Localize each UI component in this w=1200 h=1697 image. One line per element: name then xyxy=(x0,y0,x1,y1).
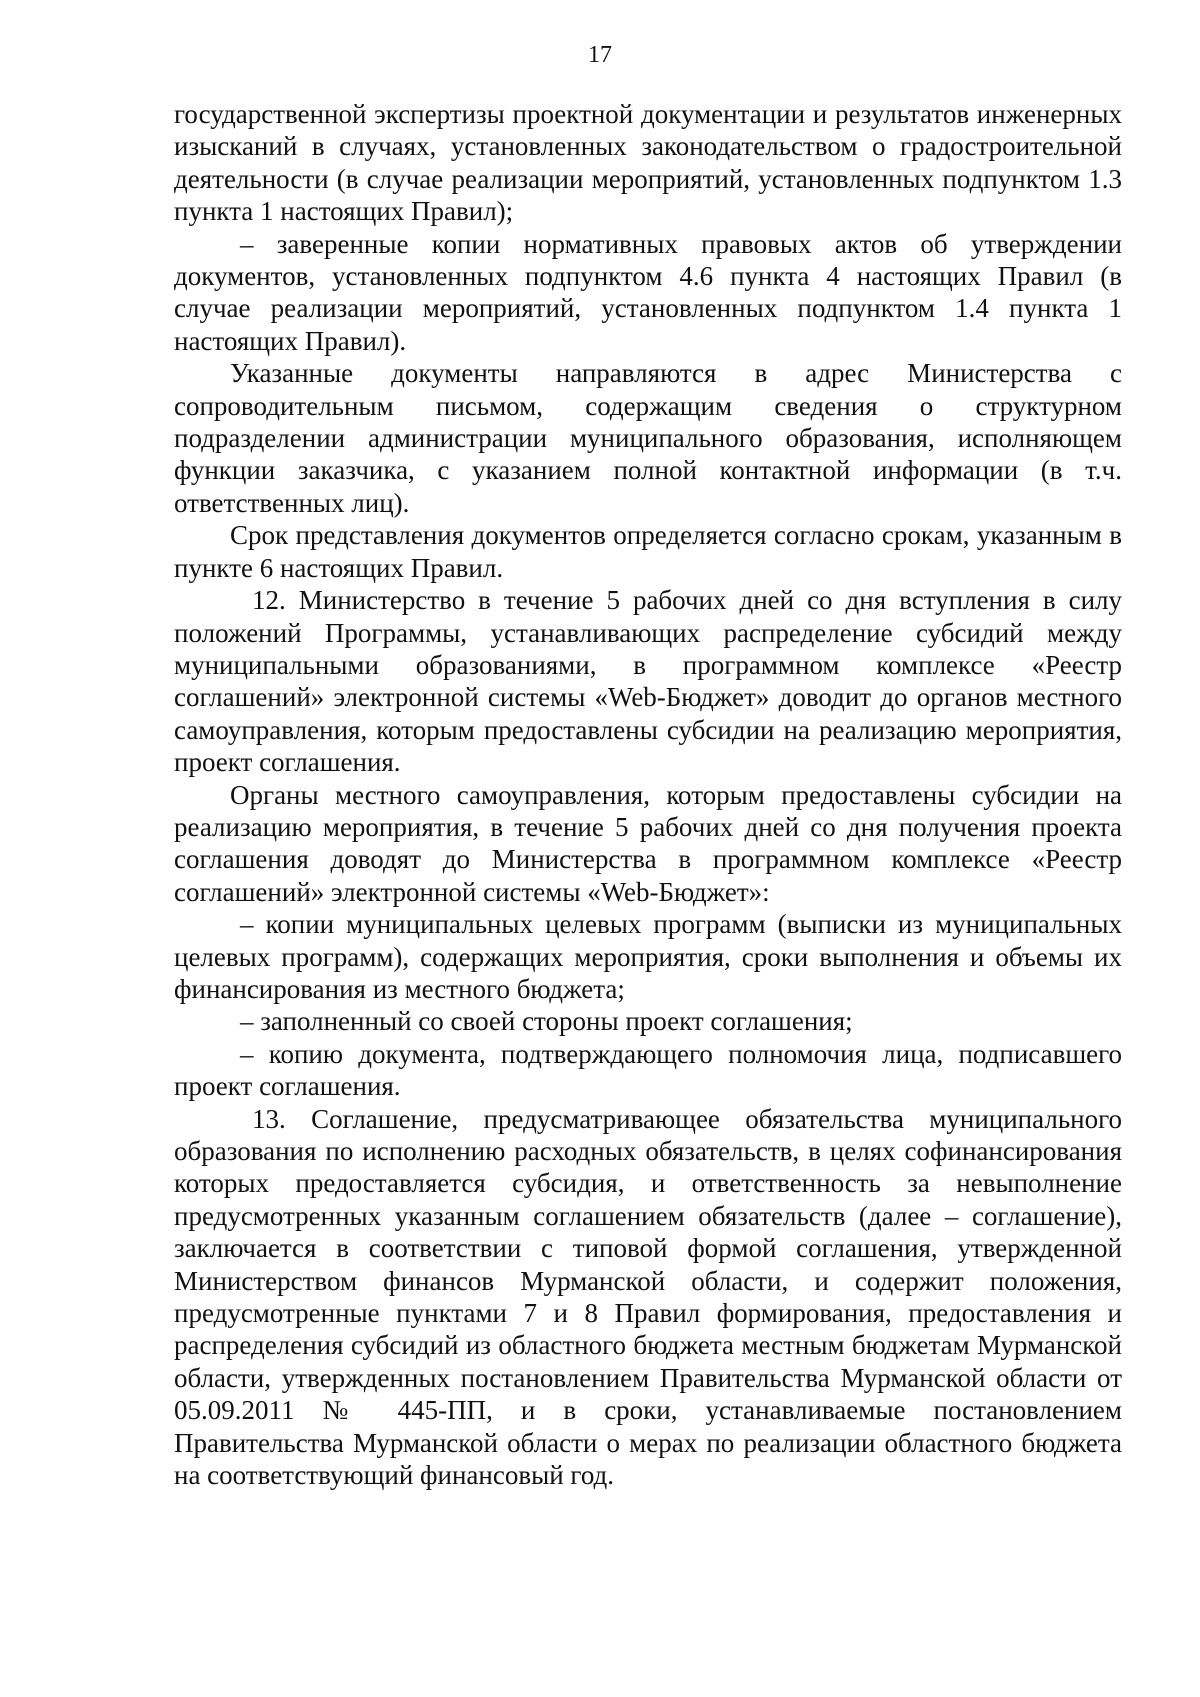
paragraph-clause-13: 13. Соглашение, предусматривающее обязательства муниципального образования по исполнению расходных обязательств, в целях софинансирования которых предоставляется субсидия, и ответственность за невыполнение предусмотренных указанным соглашением обязательств (далее – соглашение), заключается в соответствии с типовой формой соглашения, утвержденной Министерством финансов Мурманской области, и содержит положения, предусмотренные пунктами 7 и 8 Правил формирования, предоставления и распределения субсидий из областного бюджета местным бюджетам Мурманской области, утвержденных постановлением Правительства Мурманской области от 05.09.2011 № 445-ПП, и в сроки, устанавливаемые постановлением Правительства Мурманской области о мерах по реализации областного бюджета на соответствующий финансовый год. xyxy=(174,1103,1122,1491)
list-item-authority-document: – копию документа, подтверждающего полномочия лица, подписавшего проект соглашения. xyxy=(174,1038,1122,1102)
page-number: 17 xyxy=(588,42,612,68)
document-body xyxy=(174,98,1122,1491)
list-item-filled-draft: – заполненный со своей стороны проект соглашения; xyxy=(240,1006,853,1037)
list-item-program-copies: – копии муниципальных целевых программ (выписки из муниципальных целевых программ), содержащих мероприятия, сроки выполнения и объемы их финансирования из местного бюджета; xyxy=(174,909,1122,1004)
paragraph-local-authorities: Органы местного самоуправления, которым предоставлены субсидии на реализацию мероприятия, в течение 5 рабочих дней со дня получения проекта соглашения доводят до Министерства в программном комплексе «Реестр соглашений» электронной системы «Web-Бюджет»: xyxy=(174,779,1122,907)
paragraph-submission-deadline: Срок представления документов определяется согласно срокам, указанным в пункте 6 настоящих Правил. xyxy=(174,520,1122,583)
paragraph-clause-12: 12. Министерство в течение 5 рабочих дней со дня вступления в силу положений Программы, устанавливающих распределение субсидий между муниципальными образованиями, в программном комплексе «Реестр соглашений» электронной системы «Web-Бюджет» доводит до органов местного самоуправления, которым предоставлены субсидии на реализацию мероприятия, проект соглашения. xyxy=(174,585,1122,778)
paragraph-expertise-continuation: государственной экспертизы проектной документации и результатов инженерных изысканий в случаях, установленных законодательством о градостроительной деятельности (в случае реализации мероприятий, установленных подпунктом 1.3 пункта 1 настоящих Правил); xyxy=(174,99,1122,227)
list-item-certified-copies: – заверенные копии нормативных правовых актов об утверждении документов, установленных подпунктом 4.6 пункта 4 настоящих Правил (в случае реализации мероприятий, установленных подпунктом 1.4 пункта 1 настоящих Правил). xyxy=(174,228,1122,356)
paragraph-documents-sent: Указанные документы направляются в адрес Министерства с сопроводительным письмом, содержащим сведения о структурном подразделении администрации муниципального образования, исполняющем функции заказчика, с указанием полной контактной информации (в т.ч. ответственных лиц). xyxy=(174,358,1122,518)
